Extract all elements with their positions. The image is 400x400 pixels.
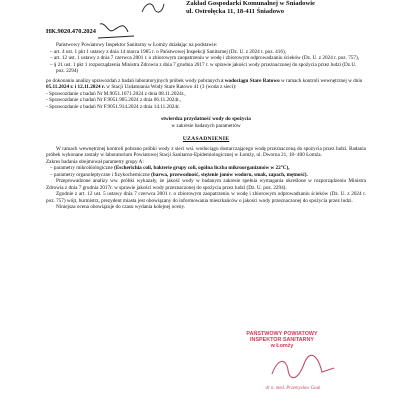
decision-subtitle: w zakresie badanych parametrów xyxy=(171,122,241,129)
legal-basis-item: – art. 4 ust. 1 pkt 1 ustawy z dnia 14 marca 1985 r. o Państwowej Inspekcji Sanitarnej (Dz. U. z 2024 r. poz. 416), xyxy=(50,48,286,55)
validity-note: Niniejsza ocena obowiązuje do czasu wydania kolejnej oceny. xyxy=(56,204,186,210)
analysis-paragraph: po dokonaniu analizy sprawozdań z badań laboratoryjnych próbek wody pobranych z wodociągu Stare Ratowo w ramach kontroli wewnętrznej w dniu 05.11.2024 r. i 12.11.2024 r. w Stacji Uzdatniania Wody Stare Ratowo 41 (3 (woda z sieci): xyxy=(46,77,363,90)
report-item: - Sprawozdanie z badań Nr F.9051.914.2024 z dnia 14.11.2024r. xyxy=(46,103,180,110)
addressee-address: ul. Ostrołęcka 11, 18-411 Śniadowo xyxy=(186,8,285,15)
addressee-name: Zakład Gospodarki Komunalnej w Śniadowie xyxy=(186,0,315,7)
sampling-dates: 05.11.2024 r. i 12.11.2024 r. xyxy=(46,84,105,90)
handwritten-initials xyxy=(94,20,138,42)
parameter-item: – parametry mikrobiologiczne (Escherichia coli, bakterie grupy coli, ogólna liczba mikroorganizmów w 22°C), xyxy=(50,165,290,171)
parameter-item: – parametry organoleptyczne i fizykochemiczne (barwa, przewodność, stężenie jonów wodoru, smak, zapach, mętność). xyxy=(50,171,308,178)
legal-basis-item: – § 21 ust. 1 pkt 1 rozporządzenia Ministra Zdrowia z dnia 7 grudnia 2017 r. w sprawie jakości wody przeznaczonej do spożycia przez ludzi (Dz.U. poz. 2294) xyxy=(50,61,357,74)
justification-paragraph: Przeprowadzone analizy ww. próbki wykazały, że jakość wody w badanym zakresie spełnia wymagania określone w rozporządzeniu Ministra Zdrowia z dnia 7 grudnia 2017r. w sprawie jakości wody przeznaczonej do spożycia przez ludzi (Dz. U. poz. 2294). xyxy=(46,178,366,191)
reference-number: HK.9020.470.2024 xyxy=(46,28,96,35)
official-stamp xyxy=(222,331,342,350)
decision-title: stwierdza przydatność wody do spożycia xyxy=(161,116,251,122)
document-body xyxy=(46,42,366,211)
justification-paragraph: W ramach wewnętrznej kontroli pobrano próbki wody z sieci wsi. wodociągu dostarczającego wodę przeznaczoną do spożycia przez ludzi. Badania próbek wykonane zostały w laboratorium Powiatowej Stacji Sanitarno-Epidemiologicznej w Łomży, ul. Dworna 21, 18- 400 Łomża. xyxy=(46,145,366,158)
stamp-line: w Łomży xyxy=(270,343,294,350)
handwritten-mark-top xyxy=(140,0,166,16)
intro-text: Państwowy Powiatowy Inspektor Sanitarny w Łomży działając na podstawie: xyxy=(56,42,218,48)
report-item: - Sprawozdanie z badań Nr M.9051.1671.2024 z dnia 08.11.2024r., xyxy=(46,90,186,97)
signer-name: dr n. med. Przemysław Gosk xyxy=(265,386,321,391)
handwritten-signature xyxy=(268,352,338,384)
report-item: - Sprawozdanie z badań Nr F.9051.905.2024 z dnia 06.11.2024r., xyxy=(46,97,181,103)
stamp-line: PAŃSTWOWY POWIATOWY xyxy=(246,331,318,337)
justification-heading: UZASADNIENIE xyxy=(182,136,230,142)
addressee-block xyxy=(186,0,315,16)
stamp-line: INSPEKTOR SANITARNY xyxy=(250,337,314,344)
legal-basis-item: – art. 12 ust. 1 ustawy z dnia 7 czerwca 2001 r. o zbiorowym zaopatrzeniu w wodę i zbiorowym odprowadzaniu ścieków (Dz. U. z 2024 r. poz. 757), xyxy=(50,55,360,61)
justification-paragraph: Zgodnie z art. 12 ust. 5 ustawy dnia 7 czerwca 2001 r. o zbiorowym zaopatrzeniu w wodę i zbiorowym odprowadzaniu ścieków (Dz. U. z 2024 r. poz. 757) wójt, burmistrz, prezydent miasta jest obowiązany do informowania mieszkańców o jakości wody przeznaczonej do spożycia przez ludzi. xyxy=(46,191,366,204)
scope-intro: Zakres badania obejmował parametry grupy A: xyxy=(46,158,144,165)
water-supply-name: z wodociągu Stare Ratowo xyxy=(221,77,280,84)
